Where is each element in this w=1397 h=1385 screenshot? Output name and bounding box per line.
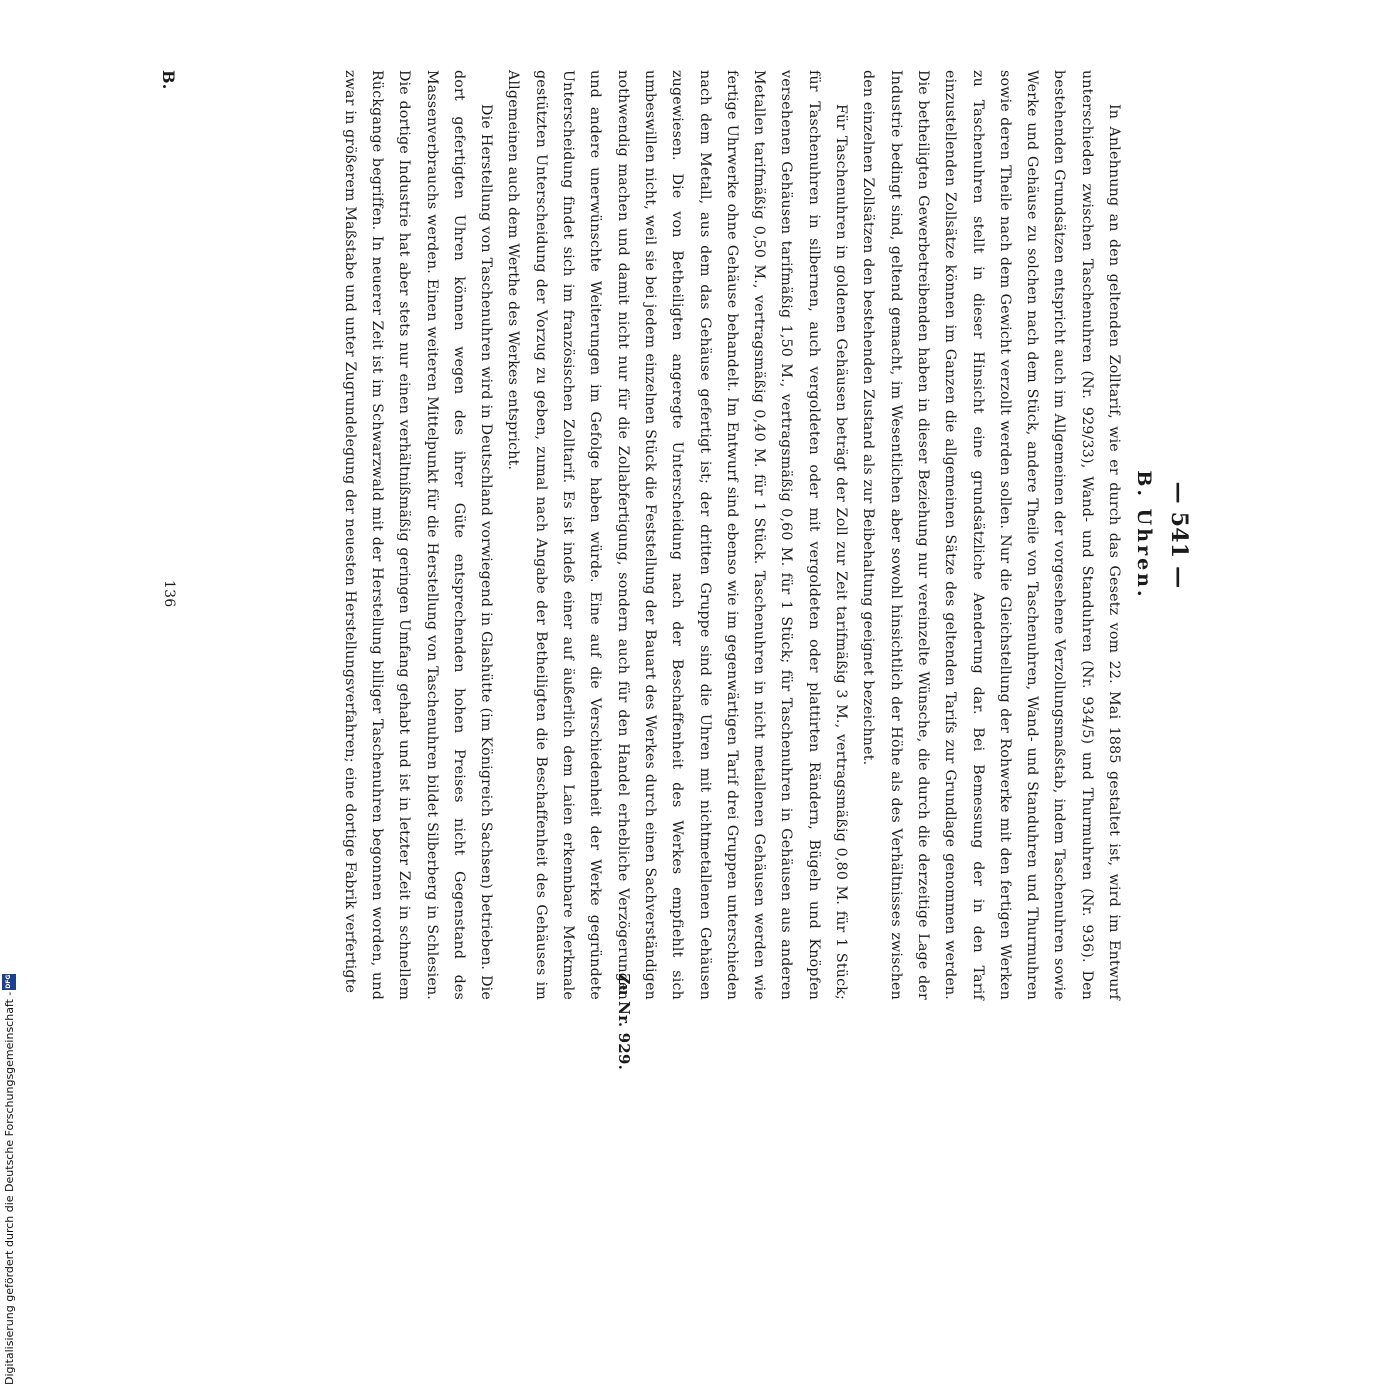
- section-title: B. Uhren.: [1133, 470, 1155, 600]
- page-number: — 541 —: [1166, 481, 1192, 589]
- side-reference: Zu Nr. 929.: [615, 973, 633, 1070]
- paragraph-2: Für Taschenuhren in goldenen Gehäusen beträgt der Zoll zur Zeit tarifmäßig 3 M., vertragsmäßig 0,80 M. für 1 Stück; für Taschenuhren in silbernen, auch vergoldeten oder mit vergoldeten oder plattirten Rändern, Bügeln und Knöpfen versehenen Gehäusen tarifmäßig 1,50 M., vertragsmäßig 0,60 M. für 1 Stück; für Taschenuhren in Gehäusen aus anderen Metallen tarifmäßig 0,50 M., vertragsmäßig 0,40 M. für 1 Stück. Taschenuhren in nicht metallenen Gehäusen werden wie fertige Uhrwerke ohne Gehäuse behandelt. Im Entwurf sind ebenso wie im gegenwärtigen Tarif drei Gruppen unterschieden nach dem Metall, aus dem das Gehäuse gefertigt ist; der dritten Gruppe sind die Uhren mit nichtmetallenen Gehäusen zugewiesen. Die von Betheiligten angeregte Unterscheidung nach der Beschaffenheit des Werkes empfiehlt sich umbeswillen nicht, weil sie bei jedem einzelnen Stück die Feststellung der Bauart des Werkes durch einen Sachverständigen nothwendig machen und damit nicht nur für die Zollabfertigung, sondern auch für den Handel erhebliche Verzögerungen und andere unerwünschte Weiterungen im Gefolge haben würde. Eine auf die Verschiedenheit der Werke gegründete Unterscheidung findet sich im französischen Zolltarif. Es ist indeß einer auf äußerlich dem Laien erkennbare Merkmale gestützten Unterscheidung der Vorzug zu geben, zumal nach Angabe der Betheiligten die Beschaffenheit des Gehäuses im Allgemeinen auch dem Werthe des Werkes entspricht.: [505, 70, 850, 1000]
- rotated-text-block: [157, 70, 1197, 1070]
- credit-line: [2, 974, 16, 1385]
- signature-number: 136: [161, 580, 177, 608]
- credit-text: Digitalisierung gefördert durch die Deutsche Forschungsgemeinschaft -: [2, 991, 16, 1385]
- dfg-logo-text: DFG: [5, 974, 12, 989]
- paragraph-3: Die Herstellung von Taschenuhren wird in Deutschland vorwiegend in Glashütte (im Königreich Sachsen) betrieben. Die dort gefertigten Uhren können wegen des ihrer Güte entsprechenden hohen Preises nicht Gegenstand des Massenverbrauchs werden. Einen weiteren Mittelpunkt für die Herstellung von Taschenuhren bildet Silberberg in Schlesien. Die dortige Industrie hat aber stets nur einen verhältnißmäßig geringen Umfang gehabt und ist in letzter Zeit in schnellem Rückgange begriffen. In neuerer Zeit ist im Schwarzwald mit der Herstellung billiger Taschenuhren begonnen worden, und zwar in größerem Maßstabe und unter Zugrundelegung der neuesten Herstellungsverfahren; eine dortige Fabrik verfertigte: [341, 70, 495, 1000]
- footer-marker: B.: [159, 70, 178, 90]
- dfg-logo-icon: [2, 974, 16, 990]
- paragraph-1: In Anlehnung an den geltenden Zolltarif, wie er durch das Gesetz vom 22. Mai 1885 gestaltet ist, wird im Entwurf unterschieden zwischen Taschenuhren (Nr. 929/33), Wand- und Standuhren (Nr. 934/5) und Thurmuhren (Nr. 936). Den bestehenden Grundsätzen entspricht auch im Allgemeinen der vorgesehene Verzollungsmaßstab, indem Taschenuhren sowie Werke und Gehäuse zu solchen nach dem Stück, andere Theile von Taschenuhren, Wand- und Standuhren und Thurmuhren sowie deren Theile nach dem Gewicht verzollt werden sollen. Nur die Gleichstellung der Rohwerke mit den fertigen Werken zu Taschenuhren stellt in dieser Hinsicht eine grundsätzliche Aenderung dar. Bei Bemessung der in den Tarif einzustellenden Zollsätze können im Ganzen die allgemeinen Sätze des geltenden Tarifs zur Grundlage genommen werden. Die betheiligten Gewerbetreibenden haben in dieser Beziehung nur vereinzelte Wünsche, die durch die derzeitige Lage der Industrie bedingt sind, geltend gemacht, im Wesentlichen aber sowohl hinsichtlich der Höhe als des Verhältnisses zwischen den einzelnen Zollsätzen den bestehenden Zustand als zur Beibehaltung geeignet bezeichnet.: [860, 70, 1122, 1000]
